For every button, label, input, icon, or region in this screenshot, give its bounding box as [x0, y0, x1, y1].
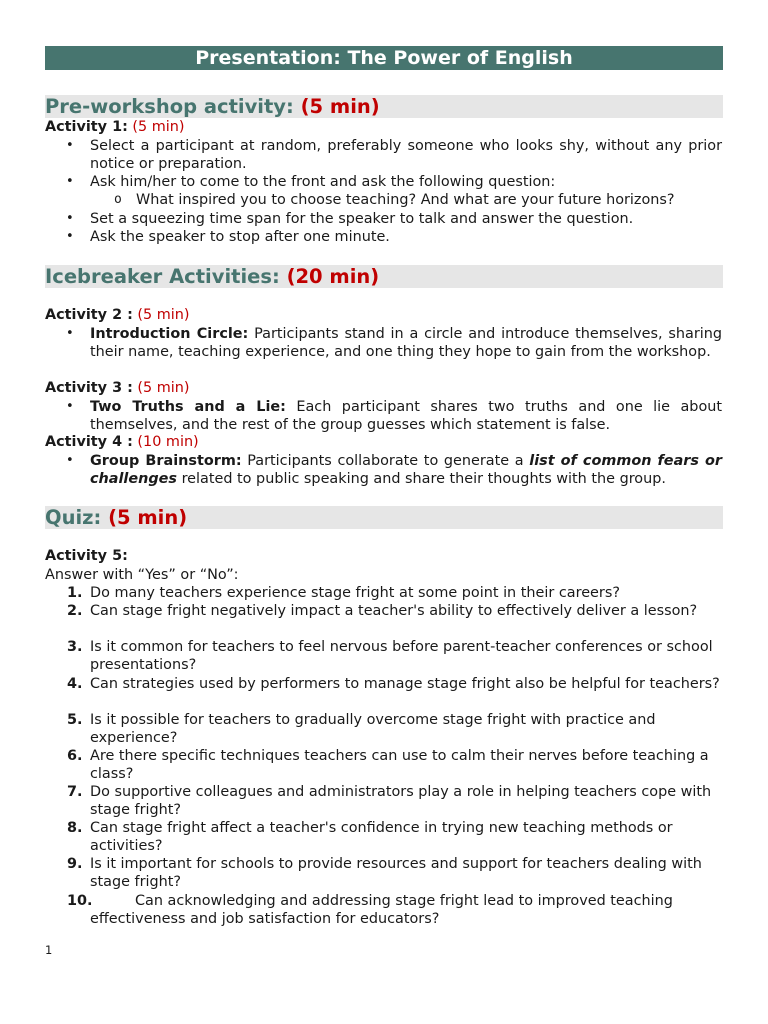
activity-4-emphasis: list of common fears or challenges [90, 453, 723, 487]
preworkshop-heading-time: (5 min) [300, 95, 380, 118]
quiz-question-text: Do supportive colleagues and administrators play a role in helping teachers cope with stage fright? [90, 784, 712, 818]
quiz-question-number: 5. [67, 712, 83, 728]
icebreaker-heading-time: (20 min) [286, 265, 380, 288]
activity-4-label [45, 433, 199, 451]
activity-2-bold: Introduction Circle: [90, 326, 249, 342]
activity-1-time: (5 min) [132, 119, 185, 135]
activity-4-text-after: related to public speaking and share their thoughts with the group. [181, 471, 666, 487]
quiz-question [45, 638, 723, 674]
quiz-question-text: Is it common for teachers to feel nervous before parent-teacher conferences or school presentations? [90, 639, 713, 673]
icebreaker-heading-text: Icebreaker Activities: [45, 265, 280, 288]
activity-3-bullet [90, 398, 722, 434]
preworkshop-bullet: • Set a squeezing time span for the speaker to talk and answer the question. [90, 210, 722, 228]
preworkshop-heading [45, 95, 723, 118]
activity-4-time: (10 min) [137, 434, 199, 450]
activity-5-title: Activity 5: [45, 548, 128, 564]
quiz-question [45, 783, 723, 819]
quiz-question-text: Can stage fright affect a teacher's confidence in trying new teaching methods or activities? [90, 820, 673, 854]
quiz-question-text: Can strategies used by performers to manage stage fright also be helpful for teachers? [90, 676, 720, 692]
quiz-heading-time: (5 min) [108, 506, 188, 529]
quiz-question-number: 6. [67, 748, 83, 764]
activity-2-bullet [90, 325, 722, 361]
activity-3-bold: Two Truths and a Lie: [90, 399, 286, 415]
quiz-question-text: Is it possible for teachers to gradually overcome stage fright with practice and experience? [90, 712, 656, 746]
icebreaker-heading [45, 265, 723, 288]
preworkshop-bullet: • Ask him/her to come to the front and ask the following question: [90, 173, 722, 191]
quiz-question [45, 747, 723, 783]
quiz-question-number: 1. [67, 585, 83, 601]
activity-1-label [45, 118, 185, 136]
document-title: Presentation: The Power of English [45, 46, 723, 70]
quiz-question-number: 4. [67, 676, 83, 692]
activity-4-bullet [90, 452, 722, 488]
activity-3-title: Activity 3 : [45, 380, 133, 396]
quiz-question [45, 892, 723, 928]
quiz-question-number: 7. [67, 784, 83, 800]
preworkshop-heading-text: Pre-workshop activity: [45, 95, 294, 118]
activity-4-title: Activity 4 : [45, 434, 133, 450]
quiz-heading [45, 506, 723, 529]
quiz-question-number: 10. [67, 893, 93, 909]
activity-3-text: Each participant shares two truths and one lie about themselves, and the rest of the group guesses which statement is false. [90, 399, 723, 433]
page-number: 1 [45, 943, 53, 957]
quiz-question-text: Can acknowledging and addressing stage fright lead to improved teaching effectiveness and job satisfaction for educators? [90, 893, 673, 927]
quiz-question [45, 711, 723, 747]
activity-5-label [45, 547, 128, 565]
preworkshop-bullet: • Select a participant at random, preferably someone who looks shy, without any prior notice or preparation. [90, 137, 722, 173]
activity-1-title: Activity 1: [45, 119, 128, 135]
quiz-question-text: Is it important for schools to provide resources and support for teachers dealing with stage fright? [90, 856, 702, 890]
quiz-question-text: Are there specific techniques teachers can use to calm their nerves before teaching a class? [90, 748, 709, 782]
quiz-question [45, 675, 723, 693]
preworkshop-sub-bullet: o What inspired you to choose teaching? And what are your future horizons? [136, 191, 675, 209]
quiz-question [45, 584, 723, 602]
quiz-question-number: 3. [67, 639, 83, 655]
activity-2-text: Participants stand in a circle and introduce themselves, sharing their name, teaching experience, and one thing they hope to gain from the workshop. [90, 326, 722, 360]
activity-4-bold: Group Brainstorm: [90, 453, 242, 469]
quiz-question-text: Do many teachers experience stage fright at some point in their careers? [90, 585, 620, 601]
quiz-instruction: Answer with “Yes” or “No”: [45, 567, 239, 583]
activity-3-time: (5 min) [137, 380, 190, 396]
quiz-question [45, 819, 723, 855]
activity-2-time: (5 min) [137, 307, 190, 323]
activity-2-label [45, 306, 190, 324]
quiz-question-number: 2. [67, 603, 83, 619]
quiz-question-text: Can stage fright negatively impact a teacher's ability to effectively deliver a lesson? [90, 603, 698, 619]
activity-2-title: Activity 2 : [45, 307, 133, 323]
activity-4-text-before: Participants collaborate to generate a [247, 453, 524, 469]
quiz-question [45, 855, 723, 891]
preworkshop-bullet: • Ask the speaker to stop after one minute. [90, 228, 722, 246]
quiz-question-number: 9. [67, 856, 83, 872]
quiz-question-number: 8. [67, 820, 83, 836]
quiz-heading-text: Quiz: [45, 506, 102, 529]
activity-3-label [45, 379, 190, 397]
quiz-question [45, 602, 723, 620]
